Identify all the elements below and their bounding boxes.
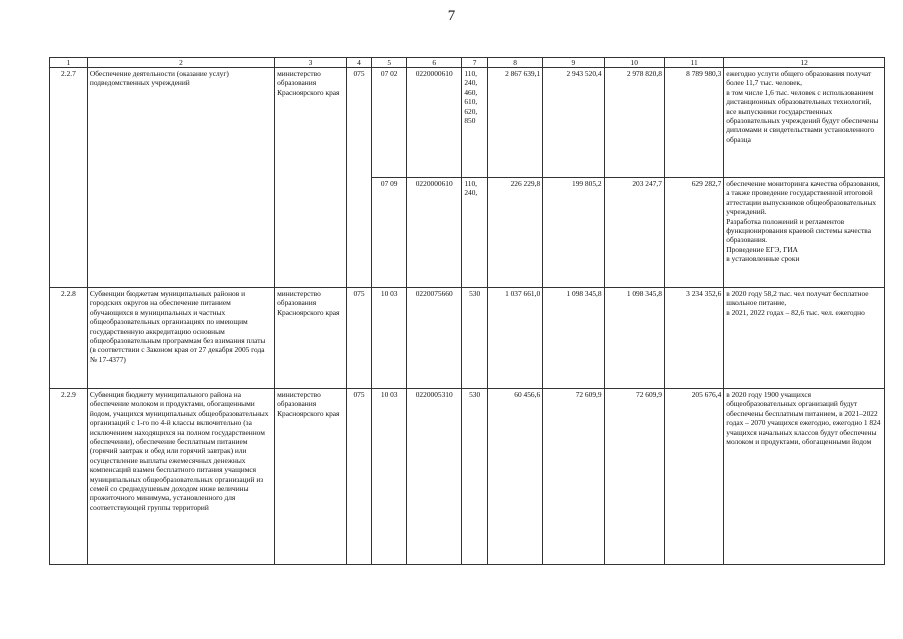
- target-code: 0220075660: [407, 288, 462, 389]
- section-code: 07 02: [372, 68, 407, 178]
- column-header: 8: [487, 58, 542, 68]
- amount-2020: 1 037 661,0: [487, 288, 542, 389]
- table-row: [50, 389, 885, 565]
- activity-name: Обеспечение деятельности (оказание услуг) подведомственных учреждений: [87, 68, 274, 288]
- expected-result: ежегодно услуги общего образования получат более 11,7 тыс. человек, в том числе 1,6 тыс. человек с использованием дистанционных образовательных технологий, все выпускники государственных образовательных учреждений будут обеспечены дипломами и свидетельствами установленного образца: [724, 68, 885, 178]
- budget-code: 075: [346, 68, 372, 288]
- row-id: 2.2.9: [50, 389, 88, 565]
- expected-result: в 2020 году 1900 учащихся общеобразовательных организаций будут обеспечены бесплатным питанием, в 2021–2022 годах – 2070 учащихся ежегодно, ежегодно 1 824 учащихся начальных классов будут обеспечены молоком и продуктами, обогащенными йодом: [724, 389, 885, 565]
- column-number-row: [50, 58, 885, 68]
- amount-total: 8 789 980,3: [664, 68, 723, 178]
- target-code: 0220000610: [407, 178, 462, 288]
- expense-type-code: 110, 240,: [462, 178, 488, 288]
- amount-2021: 72 609,9: [543, 389, 604, 565]
- section-code: 07 09: [372, 178, 407, 288]
- amount-total: 629 282,7: [664, 178, 723, 288]
- table-row: [50, 68, 885, 178]
- amount-2022: 1 098 345,8: [604, 288, 664, 389]
- amount-2020: 60 456,6: [487, 389, 542, 565]
- section-code: 10 03: [372, 389, 407, 565]
- amount-2021: 1 098 345,8: [543, 288, 604, 389]
- expense-type-code: 530: [462, 389, 488, 565]
- expense-type-code: 530: [462, 288, 488, 389]
- column-header: 4: [346, 58, 372, 68]
- section-code: 10 03: [372, 288, 407, 389]
- activity-name: Субвенции бюджетам муниципальных районов и городских округов на обеспечение питанием обучающихся в муниципальных и частных общеобразовательных организациях по имеющим государственную аккредитацию основным общеобразовательным программам без взимания платы (в соответствии с Законом края от 27 декабря 2005 года № 17-4377): [87, 288, 274, 389]
- column-header: 7: [462, 58, 488, 68]
- target-code: 0220005310: [407, 389, 462, 565]
- target-code: 0220000610: [407, 68, 462, 178]
- column-header: 10: [604, 58, 664, 68]
- column-header: 3: [275, 58, 347, 68]
- ministry-name: министерство образования Красноярского края: [275, 68, 347, 288]
- expected-result: обеспечение мониторинга качества образования, а также проведение государственной итоговой аттестации выпускников общеобразовательных учреждений. Разработка положений и регламентов функционирования краевой системы качества образования. Проведение ЕГЭ, ГИА в установленные сроки: [724, 178, 885, 288]
- column-header: 12: [724, 58, 885, 68]
- amount-2020: 2 867 639,1: [487, 68, 542, 178]
- column-header: 9: [543, 58, 604, 68]
- amount-2022: 2 978 820,8: [604, 68, 664, 178]
- row-id: 2.2.7: [50, 68, 88, 288]
- amount-2022: 203 247,7: [604, 178, 664, 288]
- program-activities-table: [49, 57, 885, 565]
- amount-total: 3 234 352,6: [664, 288, 723, 389]
- column-header: 11: [664, 58, 723, 68]
- ministry-name: министерство образования Красноярского края: [275, 288, 347, 389]
- column-header: 2: [87, 58, 274, 68]
- amount-2022: 72 609,9: [604, 389, 664, 565]
- expected-result: в 2020 году 58,2 тыс. чел получат бесплатное школьное питание, в 2021, 2022 годах – 82,6 тыс. чел. ежегодно: [724, 288, 885, 389]
- expense-type-code: 110, 240, 460, 610, 620, 850: [462, 68, 488, 178]
- amount-2020: 226 229,8: [487, 178, 542, 288]
- amount-2021: 2 943 520,4: [543, 68, 604, 178]
- ministry-name: министерство образования Красноярского края: [275, 389, 347, 565]
- table-row: [50, 288, 885, 389]
- activity-name: Субвенция бюджету муниципального района на обеспечение молоком и продуктами, обогащенными йодом, учащихся муниципальных общеобразовательных организаций с 1-го по 4-й классы включительно (за исключением находящихся на полном государственном обеспечении), обеспечение бесплатным питанием (горячий завтрак и обед или горячий завтрак) или осуществление выплаты ежемесячных денежных компенсаций взамен бесплатного питания учащимся муниципальных общеобразовательных организаций из семей со среднедушевым доходом ниже величины прожиточного минимума, установленного для соответствующей группы территорий: [87, 389, 274, 565]
- budget-code: 075: [346, 389, 372, 565]
- budget-code: 075: [346, 288, 372, 389]
- column-header: 6: [407, 58, 462, 68]
- amount-total: 205 676,4: [664, 389, 723, 565]
- amount-2021: 199 805,2: [543, 178, 604, 288]
- page-number: 7: [447, 8, 456, 24]
- column-header: 1: [50, 58, 88, 68]
- row-id: 2.2.8: [50, 288, 88, 389]
- column-header: 5: [372, 58, 407, 68]
